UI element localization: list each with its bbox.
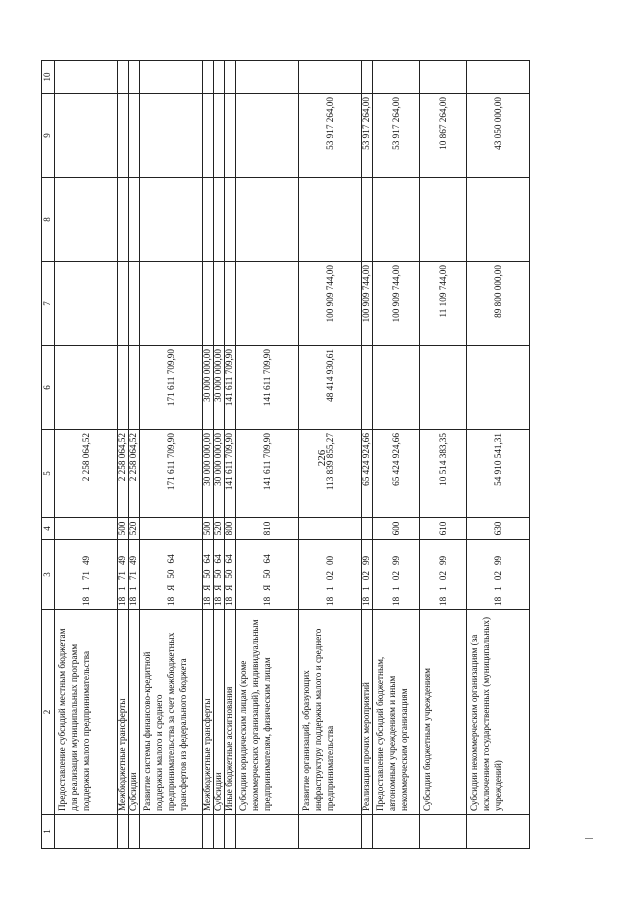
row-code [299,540,362,610]
code-part: 99 [437,555,448,566]
code-part: 18 [128,596,139,606]
code-part: 71 [80,571,91,581]
row-amount-c7 [140,262,203,346]
code-part: 1 [117,586,128,591]
row-vr: 630 [467,518,530,540]
row-name: Межбюджетные трансферты [203,610,214,815]
code-part: 02 [390,571,401,581]
code-part: Я [165,584,176,591]
code-part: 18 [117,596,128,606]
row-amount-c6 [467,346,530,430]
row-amount-c9 [203,94,214,178]
row-amount-c9 [236,94,299,178]
code-part: 71 [117,571,128,581]
row-amount-c6: 141 611 709,90 [236,346,299,430]
cell-empty [362,815,373,849]
row-amount-c7 [118,262,129,346]
code-part: 1 [128,586,139,591]
row-name: Субсидии юридическим лицам (кроме некоммерческих организаций), индивидуальным предпринимателям, физическим лицам [236,610,299,815]
row-amount-c6: 30 000 000,00 [214,346,225,430]
cell-empty [299,815,362,849]
row-name: Межбюджетные трансферты [118,610,129,815]
row-vr [140,518,203,540]
row-amount-c6 [129,346,140,430]
row-amount-c5: 65 424 924,66 [373,430,420,518]
row-name: Развитие организаций, образующих инфраструктуру поддержки малого и среднего предпринимательства [299,610,362,815]
row-vr: 610 [420,518,467,540]
header-col-1: 1 [42,815,55,849]
row-amount-c6: 48 414 930,61 [299,346,362,430]
row-amount-c7 [214,262,225,346]
code-part: 18 [224,596,235,606]
row-amount-c9 [129,94,140,178]
code-part: 02 [361,571,372,581]
table-row [420,61,467,849]
code-part: Я [224,584,235,591]
code-part: 50 [261,569,272,579]
code-part: 02 [437,571,448,581]
row-vr: 600 [373,518,420,540]
cell-empty [214,815,225,849]
row-code [362,540,373,610]
cell-empty [118,815,129,849]
header-col-9: 9 [42,94,55,178]
row-amount-c8 [299,178,362,262]
row-name: Иные бюджетные ассигнования [225,610,236,815]
table-body [55,61,530,849]
row-code [55,540,118,610]
table-rotator [41,61,637,849]
code-part: 64 [213,554,224,564]
code-part: 1 [80,586,91,591]
code-part: 18 [202,596,213,606]
row-amount-c6: 171 611 709,90 [140,346,203,430]
code-part: 18 [213,596,224,606]
code-part: 02 [324,571,335,581]
row-amount-c7 [129,262,140,346]
row-amount-c8 [362,178,373,262]
row-amount-c8 [420,178,467,262]
row-name: Субсидии бюджетным учреждениям [420,610,467,815]
row-amount-c10 [214,61,225,94]
table-row [118,61,129,849]
code-part: 71 [128,571,139,581]
code-part: 18 [165,596,176,606]
code-part: 99 [492,555,503,566]
row-amount-c8 [225,178,236,262]
row-amount-c8 [373,178,420,262]
row-name: Развитие системы финансово-кредитной поддержки малого и среднего предпринимательства за счет межбюджетных трансфертов из федерального бюджета [140,610,203,815]
row-code [140,540,203,610]
header-col-7: 7 [42,262,55,346]
row-code [373,540,420,610]
code-part: 50 [202,569,213,579]
row-vr: 500 [203,518,214,540]
row-amount-c10 [225,61,236,94]
row-amount-c7 [55,262,118,346]
code-part: 99 [390,555,401,566]
row-name: Реализация прочих мероприятий [362,610,373,815]
cell-empty [420,815,467,849]
row-amount-c5: 141 611 709,90 [225,430,236,518]
row-amount-c5: 113 839 855,27 [299,430,362,518]
row-name: Субсидии [214,610,225,815]
row-amount-c5: 171 611 709,90 [140,430,203,518]
row-amount-c10 [129,61,140,94]
row-amount-c9 [55,94,118,178]
header-col-10: 10 [42,61,55,94]
table-row [225,61,236,849]
row-name: Субсидии [129,610,140,815]
cell-empty [373,815,420,849]
row-amount-c7: 89 800 000,00 [467,262,530,346]
row-amount-c5: 2 258 064,52 [118,430,129,518]
row-amount-c6: 141 611 709,90 [225,346,236,430]
row-amount-c9: 53 917 264,00 [299,94,362,178]
row-vr [299,518,362,540]
row-amount-c7: 100 909 744,00 [362,262,373,346]
table-row [129,61,140,849]
row-vr [362,518,373,540]
row-amount-c8 [236,178,299,262]
row-amount-c7: 11 109 744,00 [420,262,467,346]
header-col-8: 8 [42,178,55,262]
row-amount-c10 [420,61,467,94]
row-amount-c7 [225,262,236,346]
row-amount-c6 [420,346,467,430]
code-part: 18 [361,596,372,606]
header-col-2: 2 [42,610,55,815]
row-amount-c8 [467,178,530,262]
row-amount-c7 [236,262,299,346]
header-col-6: 6 [42,346,55,430]
code-part: 99 [361,555,372,566]
code-part: 18 [80,596,91,606]
code-part: 49 [128,555,139,566]
code-part: 18 [492,596,503,606]
code-part: 49 [80,555,91,566]
table-row [55,61,118,849]
table-row [203,61,214,849]
row-amount-c10 [118,61,129,94]
code-part: 64 [224,554,235,564]
row-amount-c5: 2 258 064,52 [55,430,118,518]
code-part: 50 [165,569,176,579]
row-amount-c5: 54 910 541,31 [467,430,530,518]
code-part: 18 [390,596,401,606]
row-amount-c5: 65 424 924,66 [362,430,373,518]
row-amount-c9 [214,94,225,178]
row-amount-c9: 53 917 264,00 [362,94,373,178]
row-amount-c5: 141 611 709,90 [236,430,299,518]
code-part: 18 [324,596,335,606]
code-part: 02 [492,571,503,581]
row-name: Предоставление субсидий бюджетным, автономным учреждениям и иным некоммерческим организациям [373,610,420,815]
row-amount-c10 [299,61,362,94]
row-amount-c9 [225,94,236,178]
code-part: 1 [324,586,335,591]
row-amount-c7 [203,262,214,346]
row-vr: 500 [118,518,129,540]
row-vr: 520 [214,518,225,540]
cell-empty [236,815,299,849]
row-amount-c6 [118,346,129,430]
code-part: 64 [202,554,213,564]
cell-empty [55,815,118,849]
row-amount-c10 [362,61,373,94]
code-part: Я [202,584,213,591]
header-col-5: 5 [42,430,55,518]
row-vr: 520 [129,518,140,540]
table-row [236,61,299,849]
row-vr: 800 [225,518,236,540]
row-code [236,540,299,610]
row-amount-c8 [118,178,129,262]
table-row [299,61,362,849]
code-part: 50 [224,569,235,579]
budget-table [41,60,530,849]
row-amount-c8 [129,178,140,262]
code-part: 18 [437,596,448,606]
table-row [467,61,530,849]
code-part: 64 [165,554,176,564]
row-amount-c7: 100 909 744,00 [373,262,420,346]
code-part: 18 [261,596,272,606]
cell-empty [203,815,214,849]
row-amount-c6 [373,346,420,430]
row-amount-c9: 53 917 264,00 [373,94,420,178]
cell-empty [225,815,236,849]
row-amount-c6: 30 000 000,00 [203,346,214,430]
row-amount-c10 [203,61,214,94]
row-code [129,540,140,610]
code-part: 1 [492,586,503,591]
row-amount-c9: 10 867 264,00 [420,94,467,178]
row-amount-c8 [55,178,118,262]
row-name: Предоставление субсидий местным бюджетам для реализации муниципальных программ поддержки малого предпринимательства [55,610,118,815]
row-vr [55,518,118,540]
row-amount-c6 [362,346,373,430]
row-amount-c10 [55,61,118,94]
row-code [420,540,467,610]
code-part: 1 [437,586,448,591]
row-amount-c5: 30 000 000,00 [214,430,225,518]
row-code [118,540,129,610]
scan-mark [585,838,593,839]
header-row [42,61,55,849]
row-amount-c5: 10 514 383,35 [420,430,467,518]
page-number: 226 [316,449,328,467]
row-amount-c9 [118,94,129,178]
cell-empty [467,815,530,849]
code-part: Я [213,584,224,591]
row-amount-c9: 43 050 000,00 [467,94,530,178]
table-row [140,61,203,849]
table-row [214,61,225,849]
row-amount-c8 [214,178,225,262]
row-amount-c8 [140,178,203,262]
header-col-3: 3 [42,540,55,610]
table-row [362,61,373,849]
row-vr: 810 [236,518,299,540]
row-amount-c9 [140,94,203,178]
code-part: 1 [390,586,401,591]
cell-empty [140,815,203,849]
code-part: 49 [117,555,128,566]
code-part: Я [261,584,272,591]
code-part: 64 [261,554,272,564]
row-amount-c10 [373,61,420,94]
row-amount-c5: 30 000 000,00 [203,430,214,518]
table-row [373,61,420,849]
row-name: Субсидии некоммерческим организациям (за исключением государственных (муниципальных) учреждений) [467,610,530,815]
code-part: 1 [361,586,372,591]
row-amount-c10 [236,61,299,94]
row-amount-c8 [203,178,214,262]
row-amount-c10 [467,61,530,94]
header-col-4: 4 [42,518,55,540]
row-amount-c6 [55,346,118,430]
row-amount-c7: 100 909 744,00 [299,262,362,346]
row-code [225,540,236,610]
row-amount-c5: 2 258 064,52 [129,430,140,518]
cell-empty [129,815,140,849]
row-code [467,540,530,610]
code-part: 50 [213,569,224,579]
row-code [214,540,225,610]
row-code [203,540,214,610]
row-amount-c10 [140,61,203,94]
code-part: 00 [324,555,335,566]
